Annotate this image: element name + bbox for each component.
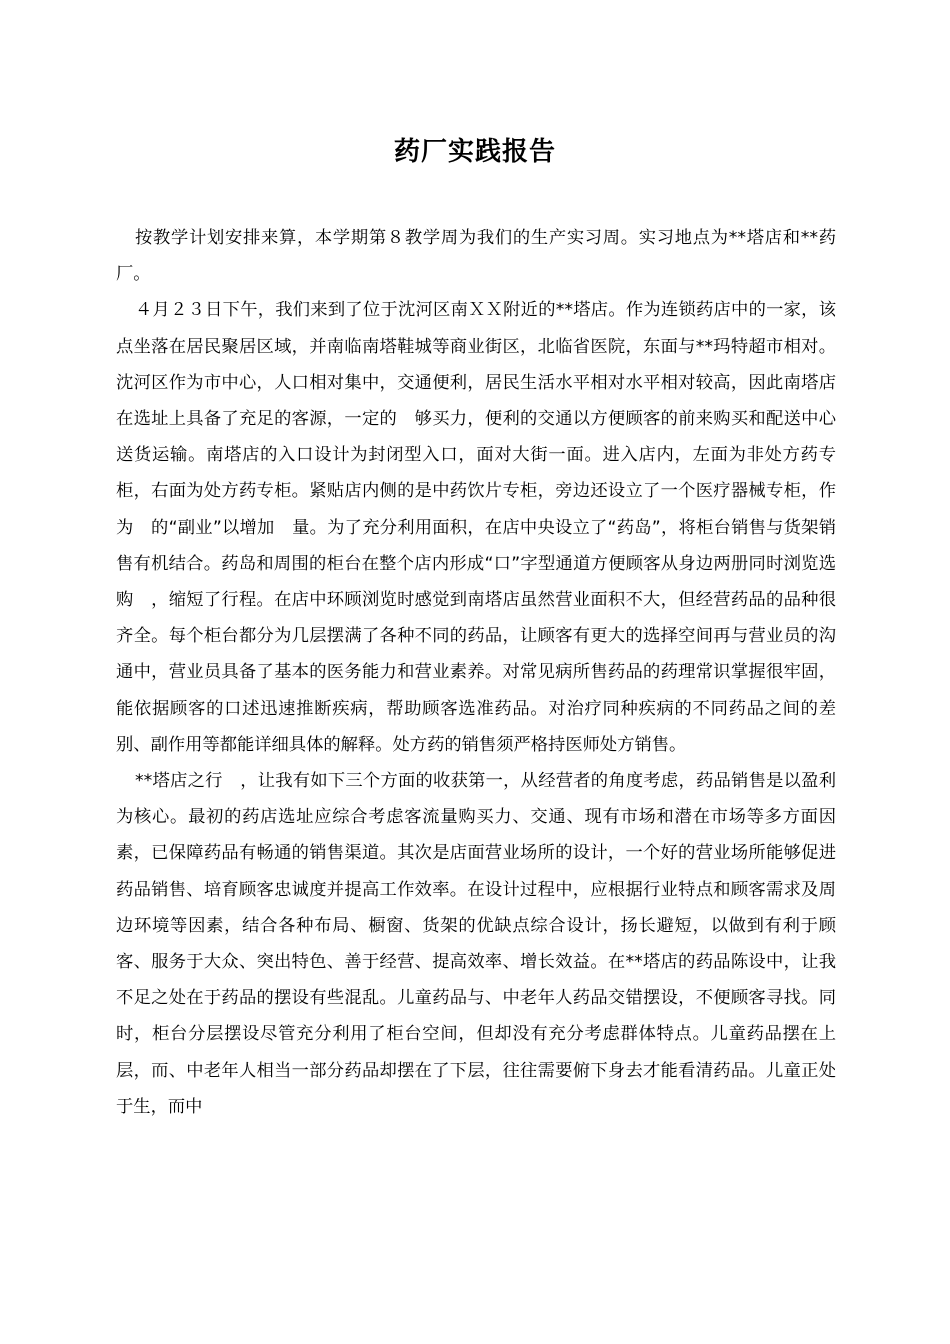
paragraph-intro: 按教学计划安排来算，本学期第８教学周为我们的生产实习周。实习地点为**塔店和**药厂。 [116, 228, 836, 285]
paragraph-reflections: **塔店之行 ，让我有如下三个方面的收获第一，从经营者的角度考虑，药品销售是以盈利为核心。最初的药店选址应综合考虑客流量购买力、交通、现有市场和潜在市场等多方面因素，已保障药品有畅通的销售渠道。其次是店面营业场所的设计，一个好的营业场所能够促进药品销售、培育顾客忠诚度并提高工作效率。在设计过程中，应根据行业特点和顾客需求及周边环境等因素，结合各种布局、橱窗、货架的优缺点综合设计，扬长避短，以做到有利于顾客、服务于大众、突出特色、善于经营、提高效率、增长效益。在**塔店的药品陈设中，让我不足之处在于药品的摆设有些混乱。儿童药品与、中老年人药品交错摆设，不便顾客寻找。同时，柜台分层摆设尽管充分利用了柜台空间，但却没有充分考虑群体特点。儿童药品摆在上层，而、中老年人相当一部分药品却摆在了下层，往往需要俯下身去才能看清药品。儿童正处于生，而中 [116, 771, 836, 1117]
document-title: 药厂实践报告 [393, 137, 556, 167]
document-body [116, 220, 836, 1125]
paragraph-store-visit: ４月２３日下午，我们来到了位于沈河区南ＸＸ附近的**塔店。作为连锁药店中的一家，该点坐落在居民聚居区域，并南临南塔鞋城等商业街区，北临省医院，东面与**玛特超市相对。沈河区作为市中心，人口相对集中，交通便利，居民生活水平相对水平相对较高，因此南塔店在选址上具备了充足的客源，一定的 够买力，便利的交通以方便顾客的前来购买和配送中心送货运输。南塔店的入口设计为封闭型入口，面对大街一面。进入店内，左面为非处方药专柜，右面为处方药专柜。紧贴店内侧的是中药饮片专柜，旁边还设立了一个医疗器械专柜，作为 的“副业”以增加 量。为了充分利用面积，在店中央设立了“药岛”，将柜台销售与货架销售有机结合。药岛和周围的柜台在整个店内形成“口”字型通道方便顾客从身边两册同时浏览选购 ，缩短了行程。在店中环顾浏览时感觉到南塔店虽然营业面积不大，但经营药品的品种很齐全。每个柜台都分为几层摆满了各种不同的药品，让顾客有更大的选择空间再与营业员的沟通中，营业员具备了基本的医务能力和营业素养。对常见病所售药品的药理常识掌握很牢固，能依据顾客的口述迅速推断疾病，帮助顾客选准药品。对治疗同种疾病的不同药品之间的差别、副作用等都能详细具体的解释。处方药的销售须严格持医师处方销售。 [116, 300, 836, 755]
